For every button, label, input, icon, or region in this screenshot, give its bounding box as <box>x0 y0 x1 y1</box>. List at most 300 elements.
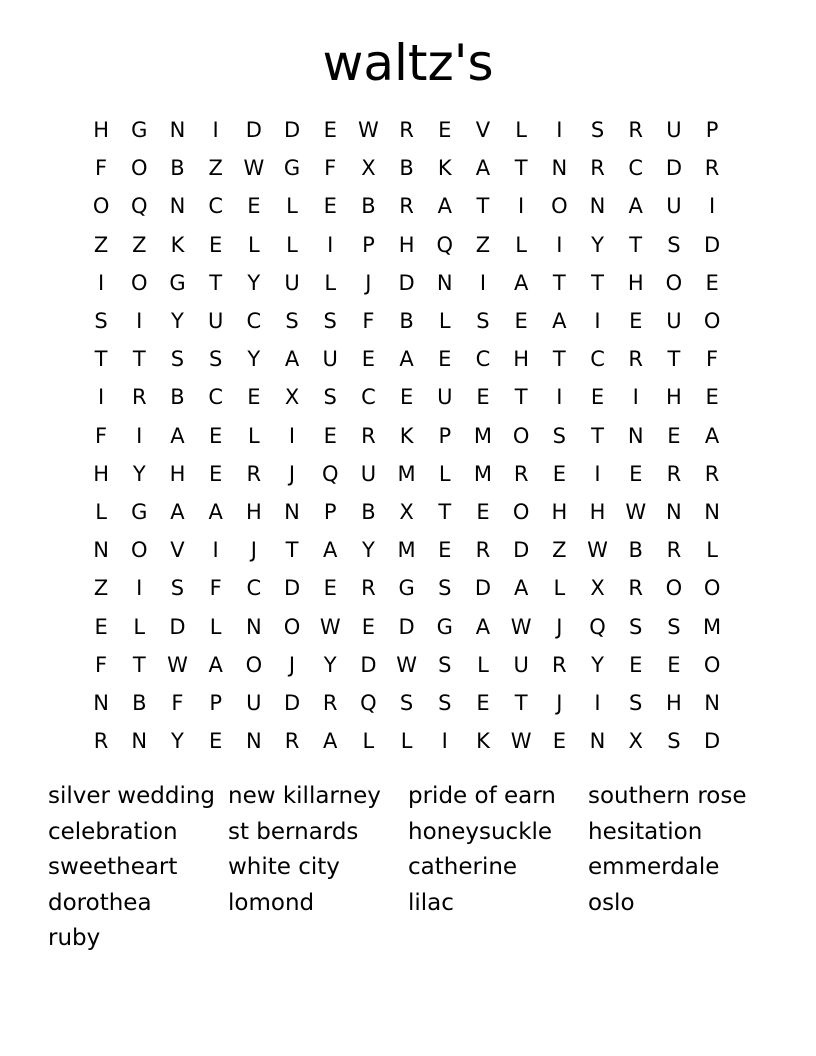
grid-cell: M <box>473 461 493 486</box>
word-list-item: white city <box>228 854 340 881</box>
grid-cell: T <box>591 423 604 448</box>
grid-cell: O <box>131 270 148 295</box>
grid-cell: C <box>628 156 644 181</box>
grid-cell: U <box>360 461 377 486</box>
grid-cell: R <box>93 729 109 754</box>
grid-cell: T <box>132 652 146 677</box>
grid-cell: F <box>706 347 719 372</box>
grid-cell: I <box>441 729 448 754</box>
grid-cell: U <box>284 270 300 295</box>
grid-cell: E <box>438 347 452 372</box>
word-list-item: st bernards <box>228 818 359 845</box>
grid-cell: I <box>556 385 563 410</box>
grid-cell: C <box>208 385 223 410</box>
grid-cell: R <box>666 538 682 563</box>
grid-cell: N <box>245 729 262 754</box>
word-list-item: ruby <box>48 925 101 952</box>
grid-cell: N <box>93 690 109 715</box>
grid-cell: E <box>590 385 605 410</box>
grid-cell: B <box>399 156 414 181</box>
grid-cell: A <box>513 576 529 601</box>
grid-cell: U <box>207 309 224 334</box>
grid-cell: T <box>591 270 604 295</box>
grid-cell: H <box>398 232 415 257</box>
grid-cell: S <box>667 232 681 257</box>
grid-cell: O <box>512 423 530 448</box>
grid-cell: A <box>513 270 529 295</box>
grid-cell: N <box>131 729 148 754</box>
grid-cell: S <box>208 347 223 372</box>
grid-cell: U <box>666 118 682 143</box>
grid-cell: G <box>169 270 186 295</box>
grid-cell: R <box>666 461 682 486</box>
word-list-item: southern rose <box>588 783 747 809</box>
grid-cell: L <box>133 614 146 639</box>
grid-cell: L <box>286 232 298 257</box>
grid-cell: A <box>170 423 185 448</box>
grid-cell: F <box>95 423 108 448</box>
grid-cell: W <box>587 538 608 563</box>
grid-cell: G <box>436 614 453 639</box>
grid-cell: B <box>132 690 147 715</box>
grid-cell: E <box>209 423 223 448</box>
grid-cell: X <box>590 576 605 601</box>
grid-cell: T <box>132 347 146 372</box>
grid-cell: H <box>93 461 109 486</box>
grid-cell: I <box>212 538 219 563</box>
grid-cell: D <box>245 118 262 143</box>
grid-cell: S <box>323 385 337 410</box>
grid-cell: W <box>167 652 188 677</box>
grid-cell: R <box>399 194 414 219</box>
grid-cell: Y <box>591 232 604 257</box>
grid-cell: Q <box>589 614 606 639</box>
grid-cell: R <box>513 461 529 486</box>
grid-cell: S <box>170 347 185 372</box>
grid-cell: W <box>510 729 532 754</box>
grid-cell: K <box>437 156 452 181</box>
grid-cell: E <box>209 461 223 486</box>
grid-cell: E <box>476 385 490 410</box>
grid-cell: D <box>283 690 301 715</box>
grid-cell: L <box>515 232 527 257</box>
grid-cell: L <box>553 576 566 601</box>
grid-cell: F <box>324 156 337 181</box>
grid-cell: Z <box>208 156 223 181</box>
grid-cell: E <box>438 118 452 143</box>
grid-cell: J <box>250 538 257 563</box>
grid-cell: A <box>170 499 185 524</box>
grid-cell: H <box>513 347 530 372</box>
grid-cell: U <box>513 652 529 677</box>
word-list-item: lilac <box>408 889 454 916</box>
grid-cell: R <box>361 423 376 448</box>
grid-cell: J <box>365 270 372 295</box>
grid-cell: E <box>438 538 452 563</box>
grid-cell: Y <box>323 652 337 677</box>
grid-cell: J <box>556 614 563 639</box>
grid-cell: E <box>399 385 414 410</box>
word-list-item: honeysuckle <box>408 818 553 845</box>
grid-cell: G <box>283 156 301 181</box>
grid-cell: M <box>473 423 493 448</box>
grid-cell: P <box>323 499 337 524</box>
grid-cell: Q <box>436 232 454 257</box>
grid-cell: E <box>323 576 337 601</box>
grid-cell: P <box>209 690 222 715</box>
grid-cell: E <box>94 614 108 639</box>
grid-cell: T <box>476 194 490 219</box>
grid-cell: T <box>514 690 528 715</box>
grid-cell: N <box>704 499 720 524</box>
grid-cell: S <box>170 576 185 601</box>
grid-cell: S <box>438 690 452 715</box>
grid-cell: E <box>629 461 643 486</box>
grid-cell: X <box>628 729 643 754</box>
grid-cell: D <box>169 614 186 639</box>
grid-cell: I <box>288 423 296 448</box>
grid-cell: R <box>322 690 338 715</box>
grid-cell: W <box>243 156 265 181</box>
grid-cell: T <box>552 347 566 372</box>
grid-cell: I <box>556 118 563 143</box>
grid-cell: U <box>666 309 682 334</box>
grid-cell: E <box>323 194 337 219</box>
grid-cell: I <box>212 118 219 143</box>
grid-cell: D <box>398 270 415 295</box>
grid-cell: J <box>288 461 296 486</box>
grid-cell: O <box>131 156 148 181</box>
grid-cell: D <box>398 614 415 639</box>
grid-cell: I <box>556 232 563 257</box>
grid-cell: N <box>436 270 453 295</box>
grid-cell: L <box>477 652 489 677</box>
grid-cell: B <box>628 538 643 563</box>
grid-cell: I <box>327 232 334 257</box>
grid-cell: I <box>479 270 487 295</box>
word-list-item: silver wedding <box>48 783 216 809</box>
puzzle-title: waltz's <box>322 34 494 92</box>
grid-cell: M <box>397 538 416 563</box>
grid-cell: B <box>361 194 376 219</box>
grid-cell: N <box>666 499 682 524</box>
grid-cell: S <box>323 309 337 334</box>
grid-cell: O <box>131 538 148 563</box>
word-list-item: celebration <box>48 818 178 845</box>
grid-cell: L <box>400 729 413 754</box>
grid-cell: I <box>136 576 143 601</box>
grid-cell: Q <box>131 194 148 219</box>
grid-cell: I <box>97 270 105 295</box>
grid-cell: L <box>286 194 298 219</box>
grid-cell: A <box>284 347 300 372</box>
grid-cell: C <box>208 194 223 219</box>
grid-cell: T <box>209 270 223 295</box>
grid-cell: E <box>667 652 681 677</box>
grid-cell: O <box>551 194 568 219</box>
grid-cell: A <box>323 538 338 563</box>
grid-cell: S <box>476 309 490 334</box>
grid-cell: L <box>247 423 260 448</box>
grid-cell: U <box>246 690 262 715</box>
grid-cell: K <box>399 423 414 448</box>
grid-cell: I <box>136 423 143 448</box>
grid-cell: F <box>95 156 108 181</box>
grid-cell: E <box>247 385 261 410</box>
grid-cell: C <box>590 347 605 372</box>
grid-cell: F <box>95 652 108 677</box>
grid-cell: W <box>625 499 647 524</box>
grid-cell: N <box>589 194 606 219</box>
grid-cell: E <box>361 614 376 639</box>
grid-cell: E <box>705 385 719 410</box>
grid-cell: N <box>704 690 720 715</box>
grid-cell: K <box>170 232 185 257</box>
grid-cell: L <box>706 538 718 563</box>
word-list-item: oslo <box>588 889 635 916</box>
grid-cell: S <box>438 576 452 601</box>
grid-cell: E <box>247 194 261 219</box>
grid-cell: A <box>437 194 452 219</box>
grid-cell: Y <box>171 729 184 754</box>
grid-cell: Z <box>552 538 567 563</box>
grid-cell: M <box>703 614 722 639</box>
grid-cell: L <box>362 729 375 754</box>
grid-cell: S <box>285 309 299 334</box>
grid-cell: D <box>283 118 301 143</box>
grid-cell: R <box>361 576 376 601</box>
word-list-item: emmerdale <box>588 854 720 881</box>
grid-cell: I <box>594 309 601 334</box>
grid-cell: U <box>666 194 682 219</box>
grid-cell: I <box>594 461 601 486</box>
grid-cell: S <box>667 614 681 639</box>
grid-cell: O <box>92 194 110 219</box>
grid-cell: H <box>589 499 606 524</box>
grid-cell: D <box>474 576 492 601</box>
grid-cell: N <box>551 156 568 181</box>
grid-cell: L <box>247 232 260 257</box>
word-list-item: sweetheart <box>48 854 178 881</box>
grid-cell: E <box>476 690 490 715</box>
grid-cell: U <box>322 347 338 372</box>
grid-cell: S <box>590 118 605 143</box>
grid-cell: Z <box>93 576 109 601</box>
grid-cell: D <box>283 576 301 601</box>
grid-cell: A <box>208 652 223 677</box>
grid-cell: Y <box>132 461 146 486</box>
grid-cell: R <box>475 538 491 563</box>
grid-cell: D <box>704 232 721 257</box>
word-list-item: pride of earn <box>408 783 556 809</box>
grid-cell: A <box>208 499 223 524</box>
grid-cell: I <box>518 194 525 219</box>
grid-cell: I <box>136 309 143 334</box>
grid-cell: H <box>666 690 682 715</box>
grid-cell: Z <box>475 232 491 257</box>
grid-cell: X <box>361 156 376 181</box>
grid-cell: E <box>209 232 223 257</box>
grid-cell: O <box>512 499 530 524</box>
grid-cell: G <box>131 499 148 524</box>
grid-cell: T <box>94 347 108 372</box>
grid-cell: R <box>590 156 605 181</box>
grid-cell: L <box>95 499 107 524</box>
grid-cell: Z <box>93 232 109 257</box>
word-list-item: dorothea <box>48 889 152 916</box>
grid-cell: A <box>323 729 338 754</box>
grid-cell: L <box>324 270 337 295</box>
grid-cell: C <box>246 309 262 334</box>
grid-cell: V <box>170 538 185 563</box>
grid-cell: A <box>475 156 491 181</box>
grid-cell: C <box>246 576 262 601</box>
grid-cell: F <box>171 690 184 715</box>
grid-cell: E <box>476 499 490 524</box>
grid-cell: R <box>628 576 644 601</box>
grid-cell: E <box>552 729 566 754</box>
grid-cell: T <box>514 385 528 410</box>
grid-cell: N <box>627 423 644 448</box>
grid-cell: B <box>361 499 376 524</box>
grid-cell: D <box>360 652 377 677</box>
grid-cell: O <box>665 576 683 601</box>
grid-cell: S <box>399 690 414 715</box>
grid-cell: S <box>438 652 452 677</box>
grid-cell: L <box>515 118 527 143</box>
grid-cell: I <box>632 385 639 410</box>
grid-cell: B <box>399 309 414 334</box>
word-list-item: catherine <box>408 854 518 881</box>
grid-cell: E <box>705 270 719 295</box>
grid-cell: N <box>169 118 186 143</box>
grid-cell: P <box>705 118 719 143</box>
grid-cell: O <box>283 614 301 639</box>
grid-cell: O <box>665 270 683 295</box>
grid-cell: O <box>703 576 721 601</box>
grid-cell: E <box>629 652 643 677</box>
word-list-item: new killarney <box>228 783 381 809</box>
word-list-item: hesitation <box>588 818 703 845</box>
grid-cell: Y <box>591 652 604 677</box>
grid-cell: Q <box>360 690 377 715</box>
grid-cell: R <box>628 347 644 372</box>
grid-cell: P <box>438 423 452 448</box>
grid-cell: C <box>475 347 491 372</box>
grid-cell: V <box>475 118 491 143</box>
grid-cell: H <box>93 118 109 143</box>
grid-cell: E <box>629 309 643 334</box>
grid-cell: E <box>552 461 566 486</box>
word-list <box>48 779 768 957</box>
grid-cell: T <box>552 270 566 295</box>
grid-cell: K <box>476 729 490 754</box>
grid-cell: O <box>245 652 263 677</box>
grid-cell: A <box>628 194 643 219</box>
grid-cell: R <box>284 729 300 754</box>
grid-cell: N <box>589 729 606 754</box>
grid-cell: D <box>665 156 682 181</box>
grid-cell: F <box>209 576 222 601</box>
grid-cell: R <box>552 652 567 677</box>
grid-cell: T <box>629 232 643 257</box>
grid-cell: P <box>362 232 375 257</box>
grid-cell: T <box>285 538 299 563</box>
grid-cell: G <box>398 576 415 601</box>
grid-cell: H <box>245 499 262 524</box>
grid-cell: T <box>438 499 452 524</box>
grid-cell: L <box>209 614 222 639</box>
grid-cell: T <box>667 347 681 372</box>
grid-cell: R <box>246 461 262 486</box>
grid-cell: N <box>245 614 262 639</box>
grid-cell: D <box>513 538 530 563</box>
grid-cell: B <box>170 385 185 410</box>
grid-cell: J <box>556 690 563 715</box>
grid-cell: W <box>319 614 341 639</box>
grid-cell: L <box>438 309 451 334</box>
grid-cell: R <box>131 385 147 410</box>
grid-cell: S <box>94 309 108 334</box>
grid-cell: Y <box>247 270 261 295</box>
grid-cell: R <box>704 156 720 181</box>
word-list-item: lomond <box>228 889 315 916</box>
grid-cell: X <box>284 385 300 410</box>
grid-cell: Y <box>247 347 261 372</box>
grid-cell: E <box>667 423 681 448</box>
grid-cell: Y <box>171 309 184 334</box>
grid-cell: N <box>284 499 300 524</box>
grid-cell: R <box>704 461 720 486</box>
grid-cell: H <box>627 270 644 295</box>
grid-cell: I <box>594 690 601 715</box>
grid-cell: Q <box>321 461 339 486</box>
grid-cell: W <box>358 118 379 143</box>
grid-cell: E <box>323 423 337 448</box>
grid-cell: S <box>552 423 567 448</box>
grid-cell: N <box>169 194 186 219</box>
grid-cell: W <box>510 614 532 639</box>
grid-cell: A <box>704 423 720 448</box>
grid-cell: E <box>323 118 337 143</box>
grid-cell: Y <box>361 538 375 563</box>
grid-cell: T <box>514 156 528 181</box>
grid-cell: I <box>708 194 716 219</box>
grid-cell: E <box>209 729 223 754</box>
grid-cell: N <box>93 538 109 563</box>
grid-cell: R <box>399 118 414 143</box>
grid-cell: C <box>361 385 376 410</box>
grid-cell: I <box>97 385 105 410</box>
grid-cell: Z <box>132 232 147 257</box>
grid-cell: X <box>399 499 414 524</box>
grid-cell: O <box>703 309 721 334</box>
grid-cell: H <box>551 499 568 524</box>
grid-cell: S <box>629 690 643 715</box>
grid-cell: M <box>397 461 416 486</box>
grid-cell: S <box>667 729 681 754</box>
grid-cell: L <box>438 461 451 486</box>
grid-cell: H <box>169 461 186 486</box>
grid-cell: A <box>552 309 567 334</box>
grid-cell: E <box>361 347 376 372</box>
grid-cell: A <box>475 614 491 639</box>
grid-cell: A <box>399 347 414 372</box>
grid-cell: D <box>704 729 721 754</box>
letter-grid <box>82 111 731 760</box>
grid-cell: U <box>437 385 453 410</box>
grid-cell: B <box>170 156 185 181</box>
